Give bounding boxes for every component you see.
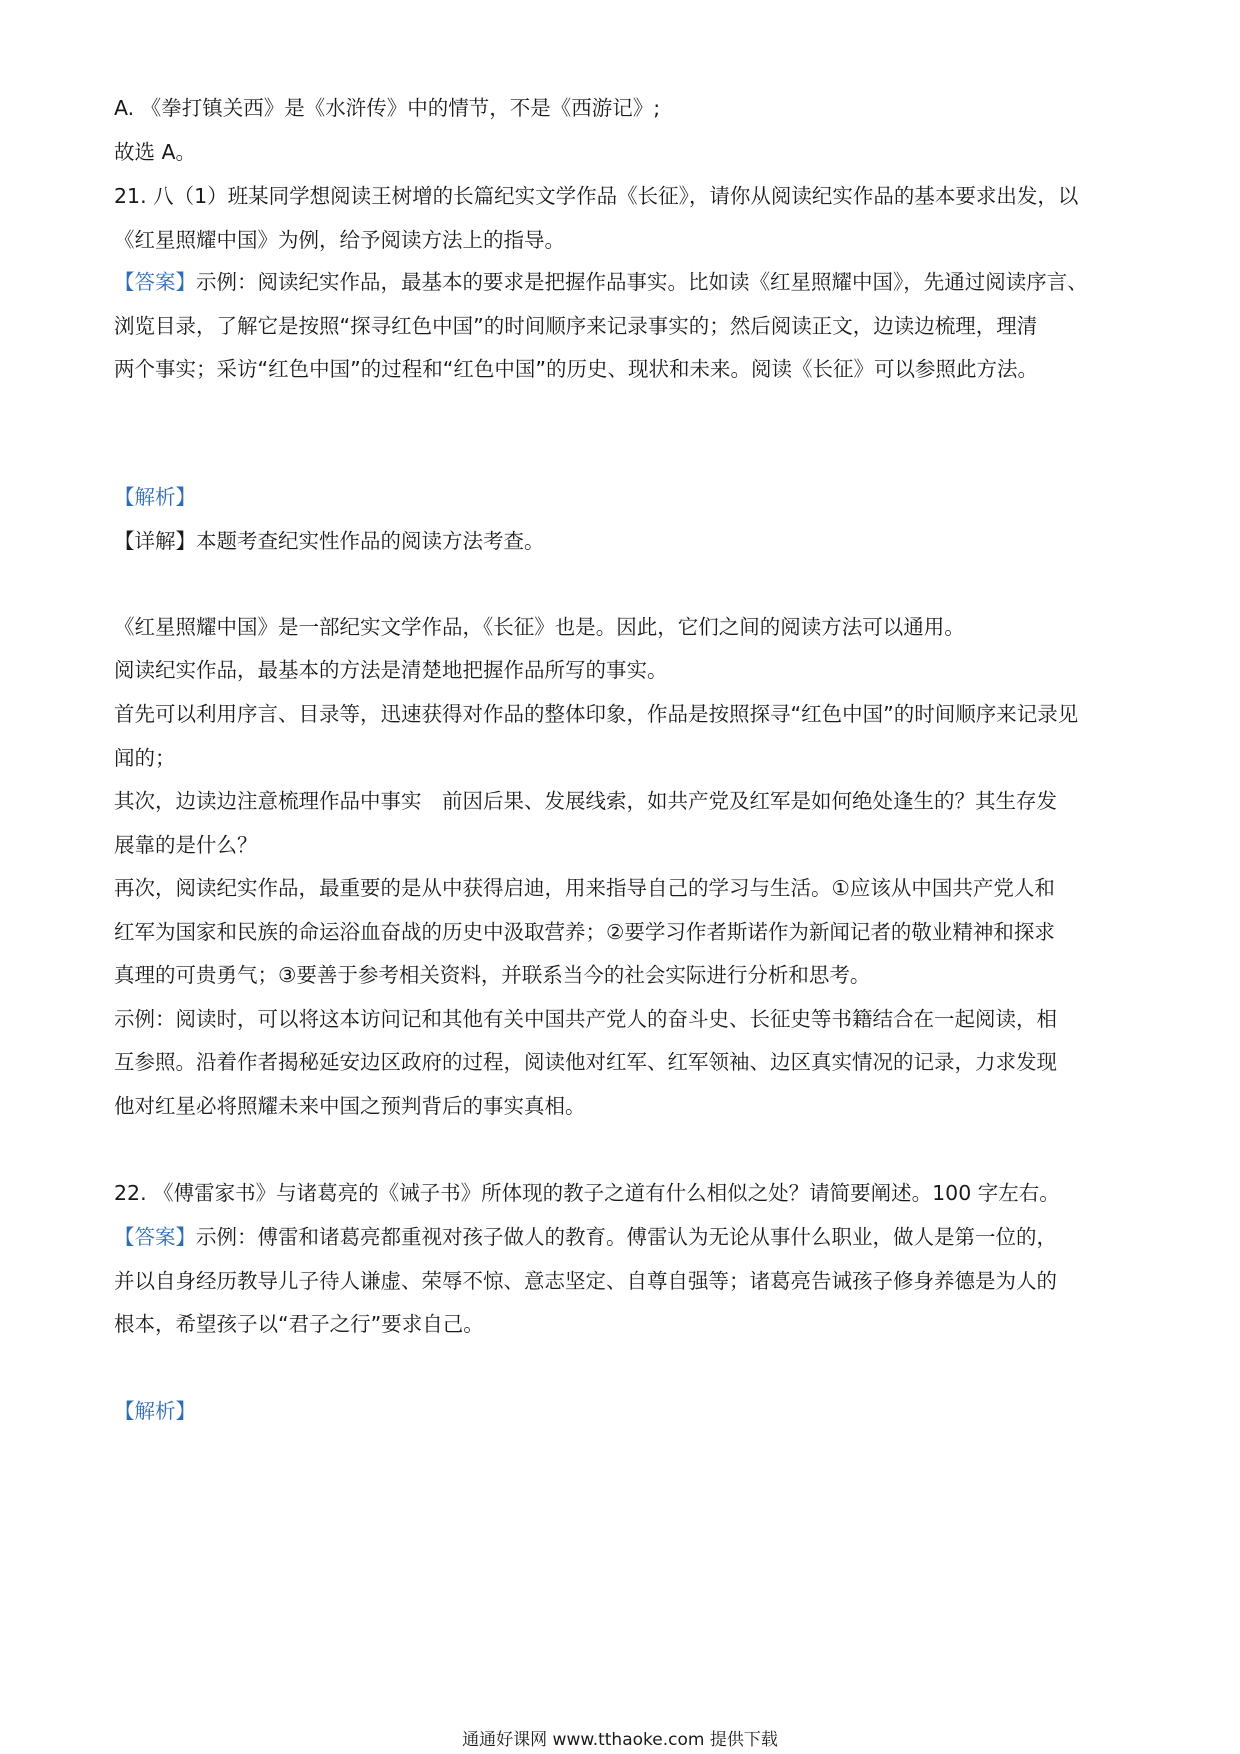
- detail-para-5-line-2: 红军为国家和民族的命运浴血奋战的历史中汲取营养；②要学习作者斯诺作为新闻记者的敬业精神和探求: [114, 920, 1055, 944]
- question-21-line-2: 《红星照耀中国》为例，给予阅读方法上的指导。: [114, 228, 565, 252]
- detail-para-3-line-1: 首先可以利用序言、目录等，迅速获得对作品的整体印象，作品是按照探寻“红色中国”的时间顺序来记录见: [114, 702, 1079, 726]
- answer-22-line-1: [114, 1222, 1134, 1252]
- answer-21-line-1: [114, 267, 1134, 297]
- analysis-tag-2: 【解析】: [114, 1399, 196, 1423]
- answer-22-text: 示例：傅雷和诸葛亮都重视对孩子做人的教育。傅雷认为无论从事什么职业，做人是第一位的，: [196, 1225, 1057, 1249]
- answer-22-line-3: 根本，希望孩子以“君子之行”要求自己。: [114, 1312, 484, 1336]
- detail-para-3-line-2: 闻的；: [114, 746, 176, 770]
- detail-para-2: 阅读纪实作品，最基本的方法是清楚地把握作品所写的事实。: [114, 658, 668, 682]
- analysis-tag-1: 【解析】: [114, 485, 196, 509]
- answer-21-text: 示例：阅读纪实作品，最基本的要求是把握作品事实。比如读《红星照耀中国》，先通过阅读序言、: [196, 270, 1088, 294]
- choice-line: 故选 A。: [114, 140, 197, 164]
- question-21-line-1: 21. 八（1）班某同学想阅读王树增的长篇纪实文学作品《长征》，请你从阅读纪实作品的基本要求出发，以: [114, 184, 1079, 208]
- answer-line-a: A. 《拳打镇关西》是《水浒传》中的情节，不是《西游记》;: [114, 96, 661, 120]
- detail-para-6-line-3: 他对红星必将照耀未来中国之预判背后的事实真相。: [114, 1094, 586, 1118]
- detail-heading: 【详解】本题考查纪实性作品的阅读方法考查。: [114, 529, 545, 553]
- answer-22-line-2: 并以自身经历教导儿子待人谦虚、荣辱不惊、意志坚定、自尊自强等；诸葛亮告诫孩子修身养德是为人的: [114, 1269, 1057, 1293]
- question-22: 22. 《傅雷家书》与诸葛亮的《诫子书》所体现的教子之道有什么相似之处？请简要阐述。100 字左右。: [114, 1181, 1060, 1205]
- answer-21-line-2: 浏览目录，了解它是按照“探寻红色中国”的时间顺序来记录事实的；然后阅读正文，边读边梳理，理清: [114, 314, 1038, 338]
- detail-para-6-line-1: 示例：阅读时，可以将这本访问记和其他有关中国共产党人的奋斗史、长征史等书籍结合在一起阅读，相: [114, 1007, 1057, 1031]
- answer-tag: 【答案】: [114, 1225, 196, 1249]
- detail-para-4-line-2: 展靠的是什么？: [114, 833, 258, 857]
- detail-para-6-line-2: 互参照。沿着作者揭秘延安边区政府的过程，阅读他对红军、红军领袖、边区真实情况的记录，力求发现: [114, 1050, 1057, 1074]
- answer-tag: 【答案】: [114, 270, 196, 294]
- detail-para-4-line-1: 其次，边读边注意梳理作品中事实 前因后果、发展线索，如共产党及红军是如何绝处逢生的？其生存发: [114, 789, 1057, 813]
- answer-21-line-3: 两个事实；采访“红色中国”的过程和“红色中国”的历史、现状和未来。阅读《长征》可以参照此方法。: [114, 357, 1038, 381]
- detail-para-1: 《红星照耀中国》是一部纪实文学作品，《长征》也是。因此，它们之间的阅读方法可以通用。: [114, 615, 965, 639]
- footer-watermark: 通通好课网 www.tthaoke.com 提供下载: [462, 1730, 778, 1750]
- detail-para-5-line-1: 再次，阅读纪实作品，最重要的是从中获得启迪，用来指导自己的学习与生活。①应该从中国共产党人和: [114, 876, 1055, 900]
- detail-para-5-line-3: 真理的可贵勇气；③要善于参考相关资料，并联系当今的社会实际进行分析和思考。: [114, 963, 871, 987]
